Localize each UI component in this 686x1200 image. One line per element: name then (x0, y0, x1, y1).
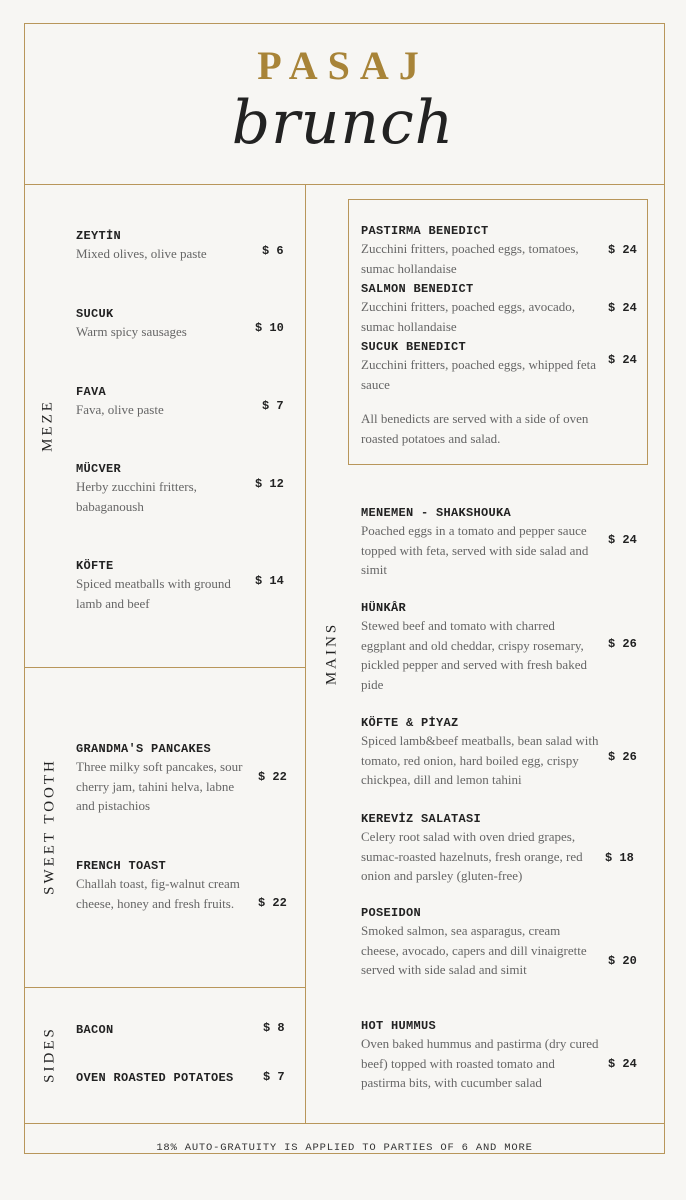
menu-subtitle: brunch (231, 88, 455, 158)
menu-item (361, 715, 599, 790)
item-name: MENEMEN - SHAKSHOUKA (361, 506, 512, 520)
item-price: $ 7 (263, 1070, 285, 1084)
item-price: $ 24 (608, 353, 637, 367)
item-price: $ 14 (255, 574, 284, 588)
menu-item (361, 505, 599, 580)
section-label-mains: MAINS (323, 621, 340, 686)
item-description: Mixed olives, olive paste (76, 246, 207, 261)
menu-item (76, 1070, 256, 1086)
item-description: Fava, olive paste (76, 402, 164, 417)
item-name: KEREVİZ SALATASI (361, 812, 482, 826)
item-description: Poached eggs in a tomato and pepper sauce topped with feta, served with side salad and simit (361, 523, 589, 577)
menu-item (76, 384, 246, 420)
menu-item (76, 228, 246, 264)
item-description: Three milky soft pancakes, sour cherry jam, tahini helva, labne and pistachios (76, 759, 243, 813)
sweet-divider (24, 987, 305, 988)
menu-item (76, 461, 246, 516)
item-name: KÖFTE & PİYAZ (361, 716, 459, 730)
item-name: SALMON BENEDICT (361, 282, 474, 296)
item-name: ZEYTİN (76, 229, 122, 243)
column-divider (305, 184, 306, 1124)
item-name: GRANDMA'S PANCAKES (76, 742, 212, 756)
item-price: $ 26 (608, 750, 637, 764)
menu-item (76, 741, 248, 816)
item-description: Herby zucchini fritters, babaganoush (76, 479, 197, 514)
section-label-meze: MEZE (39, 399, 56, 452)
item-description: Stewed beef and tomato with charred eggplant and old cheddar, crispy rosemary, pickled pepper and served with fresh baked pide (361, 618, 587, 692)
item-description: Celery root salad with oven dried grapes, sumac-roasted hazelnuts, fresh orange, red onion and parsley (gluten-free) (361, 829, 583, 883)
menu-item (76, 558, 248, 613)
item-price: $ 7 (262, 399, 284, 413)
item-name: OVEN ROASTED POTATOES (76, 1071, 234, 1085)
item-name: FAVA (76, 385, 107, 399)
footer-divider (24, 1123, 665, 1124)
benedict-note: All benedicts are served with a side of oven roasted potatoes and salad. (361, 411, 589, 446)
item-name: SUCUK BENEDICT (361, 340, 467, 354)
item-price: $ 26 (608, 637, 637, 651)
menu-item (361, 905, 599, 980)
item-price: $ 20 (608, 954, 637, 968)
menu-item (361, 1018, 599, 1093)
item-price: $ 18 (605, 851, 634, 865)
item-price: $ 22 (258, 896, 287, 910)
header-divider (24, 184, 665, 185)
menu-item (76, 306, 246, 342)
item-price: $ 10 (255, 321, 284, 335)
item-description: Oven baked hummus and pastirma (dry cured beef) topped with roasted tomato and pastirma bits, with cucumber salad (361, 1036, 599, 1090)
meze-divider (24, 667, 305, 668)
item-price: $ 24 (608, 301, 637, 315)
item-price: $ 12 (255, 477, 284, 491)
item-name: HÜNKÂR (361, 601, 407, 615)
menu-item (76, 1022, 256, 1038)
item-description: Warm spicy sausages (76, 324, 187, 339)
menu-item (361, 281, 601, 336)
item-name: SUCUK (76, 307, 114, 321)
item-description: Zucchini fritters, poached eggs, whipped feta sauce (361, 357, 596, 392)
item-price: $ 22 (258, 770, 287, 784)
section-label-sides: SIDES (41, 1026, 58, 1083)
item-description: Challah toast, fig-walnut cream cheese, honey and fresh fruits. (76, 876, 240, 911)
menu-item (361, 811, 601, 886)
item-name: HOT HUMMUS (361, 1019, 437, 1033)
item-name: FRENCH TOAST (76, 859, 167, 873)
item-name: BACON (76, 1023, 114, 1037)
item-name: KÖFTE (76, 559, 114, 573)
item-description: Zucchini fritters, poached eggs, tomatoes, sumac hollandaise (361, 241, 579, 276)
menu-item (361, 600, 599, 694)
item-description: Spiced lamb&beef meatballs, bean salad with tomato, red onion, hard boiled egg, crispy chickpea, dill and lemon tahini (361, 733, 599, 787)
item-description: Spiced meatballs with ground lamb and beef (76, 576, 231, 611)
item-description: Smoked salmon, sea asparagus, cream cheese, avocado, capers and dill vinaigrette served with side salad and simit (361, 923, 587, 977)
item-price: $ 24 (608, 243, 637, 257)
menu-item (76, 858, 248, 913)
item-price: $ 8 (263, 1021, 285, 1035)
item-name: PASTIRMA BENEDICT (361, 224, 489, 238)
menu-item (361, 223, 601, 278)
menu-item (361, 339, 601, 394)
item-name: MÜCVER (76, 462, 122, 476)
item-price: $ 24 (608, 1057, 637, 1071)
item-price: $ 24 (608, 533, 637, 547)
section-label-sweet-tooth: SWEET TOOTH (41, 758, 58, 895)
item-name: POSEIDON (361, 906, 422, 920)
restaurant-title: PASAJ (257, 43, 429, 88)
item-description: Zucchini fritters, poached eggs, avocado, sumac hollandaise (361, 299, 576, 334)
item-price: $ 6 (262, 244, 284, 258)
gratuity-notice: 18% AUTO-GRATUITY IS APPLIED TO PARTIES OF 6 AND MORE (156, 1142, 533, 1154)
